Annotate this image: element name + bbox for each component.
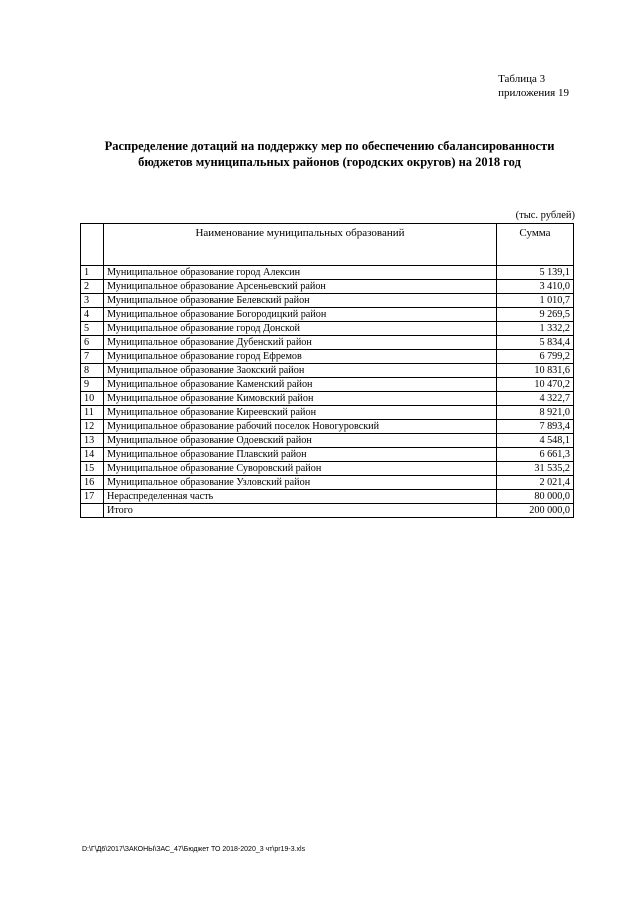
row-sum: 80 000,0 (497, 490, 574, 504)
table-row (81, 280, 574, 294)
row-sum: 31 535,2 (497, 462, 574, 476)
table-row (81, 308, 574, 322)
row-number: 14 (81, 448, 104, 462)
row-number: 4 (81, 308, 104, 322)
document-title (82, 138, 577, 170)
table-row (81, 294, 574, 308)
units-label: (тыс. рублей) (515, 210, 575, 221)
row-name: Муниципальное образование Белевский район (104, 294, 497, 308)
table-row (81, 504, 574, 518)
table-row (81, 378, 574, 392)
row-name: Муниципальное образование Заокский район (104, 364, 497, 378)
table-header-row (81, 224, 574, 266)
header-num-cell (81, 224, 104, 266)
row-number (81, 504, 104, 518)
row-name: Муниципальное образование Арсеньевский район (104, 280, 497, 294)
row-sum: 10 470,2 (497, 378, 574, 392)
table-row (81, 448, 574, 462)
row-name: Муниципальное образование Узловский район (104, 476, 497, 490)
title-line-2: бюджетов муниципальных районов (городских округов) на 2018 год (138, 155, 521, 169)
table-row (81, 462, 574, 476)
row-sum: 5 139,1 (497, 266, 574, 280)
row-number: 12 (81, 420, 104, 434)
row-sum: 3 410,0 (497, 280, 574, 294)
row-number: 7 (81, 350, 104, 364)
header-sum-cell: Сумма (497, 224, 574, 266)
row-name: Нераспределенная часть (104, 490, 497, 504)
row-sum: 5 834,4 (497, 336, 574, 350)
row-name: Муниципальное образование рабочий поселок Новогуровский (104, 420, 497, 434)
row-name: Муниципальное образование город Донской (104, 322, 497, 336)
row-sum: 1 010,7 (497, 294, 574, 308)
row-sum: 6 661,3 (497, 448, 574, 462)
row-number: 8 (81, 364, 104, 378)
row-number: 2 (81, 280, 104, 294)
row-name: Муниципальное образование Богородицкий район (104, 308, 497, 322)
table-row (81, 336, 574, 350)
row-name: Муниципальное образование город Ефремов (104, 350, 497, 364)
row-number: 6 (81, 336, 104, 350)
row-number: 5 (81, 322, 104, 336)
row-name: Муниципальное образование Суворовский район (104, 462, 497, 476)
row-number: 10 (81, 392, 104, 406)
row-sum: 10 831,6 (497, 364, 574, 378)
table-row (81, 350, 574, 364)
ref-line-2: приложения 19 (498, 87, 569, 99)
row-name: Муниципальное образование Дубенский район (104, 336, 497, 350)
table-reference (498, 72, 569, 100)
row-number: 13 (81, 434, 104, 448)
row-number: 9 (81, 378, 104, 392)
row-number: 17 (81, 490, 104, 504)
row-sum: 200 000,0 (497, 504, 574, 518)
row-name: Муниципальное образование город Алексин (104, 266, 497, 280)
row-sum: 7 893,4 (497, 420, 574, 434)
row-number: 1 (81, 266, 104, 280)
table-row (81, 434, 574, 448)
ref-line-1: Таблица 3 (498, 73, 546, 85)
row-name: Муниципальное образование Каменский район (104, 378, 497, 392)
row-name: Муниципальное образование Одоевский район (104, 434, 497, 448)
table-row (81, 266, 574, 280)
row-number: 15 (81, 462, 104, 476)
row-sum: 4 548,1 (497, 434, 574, 448)
row-number: 11 (81, 406, 104, 420)
table-row (81, 476, 574, 490)
table-row (81, 392, 574, 406)
title-line-1: Распределение дотаций на поддержку мер по обеспечению сбалансированности (104, 139, 555, 153)
row-sum: 1 332,2 (497, 322, 574, 336)
row-sum: 2 021,4 (497, 476, 574, 490)
file-path: D:\Г\Д6\2017\ЗАКОНЫ\ЗАС_47\Бюджет ТО 2018-2020_3 чт\pr19-3.xls (82, 846, 306, 853)
row-name: Итого (104, 504, 497, 518)
table-row (81, 322, 574, 336)
row-sum: 4 322,7 (497, 392, 574, 406)
header-name-cell: Наименование муниципальных образований (104, 224, 497, 266)
table-row (81, 364, 574, 378)
row-sum: 8 921,0 (497, 406, 574, 420)
row-name: Муниципальное образование Киреевский район (104, 406, 497, 420)
row-sum: 9 269,5 (497, 308, 574, 322)
row-name: Муниципальное образование Кимовский район (104, 392, 497, 406)
row-sum: 6 799,2 (497, 350, 574, 364)
table-row (81, 406, 574, 420)
row-number: 3 (81, 294, 104, 308)
table-row (81, 420, 574, 434)
row-name: Муниципальное образование Плавский район (104, 448, 497, 462)
subsidy-table (80, 223, 574, 518)
row-number: 16 (81, 476, 104, 490)
table-row (81, 490, 574, 504)
